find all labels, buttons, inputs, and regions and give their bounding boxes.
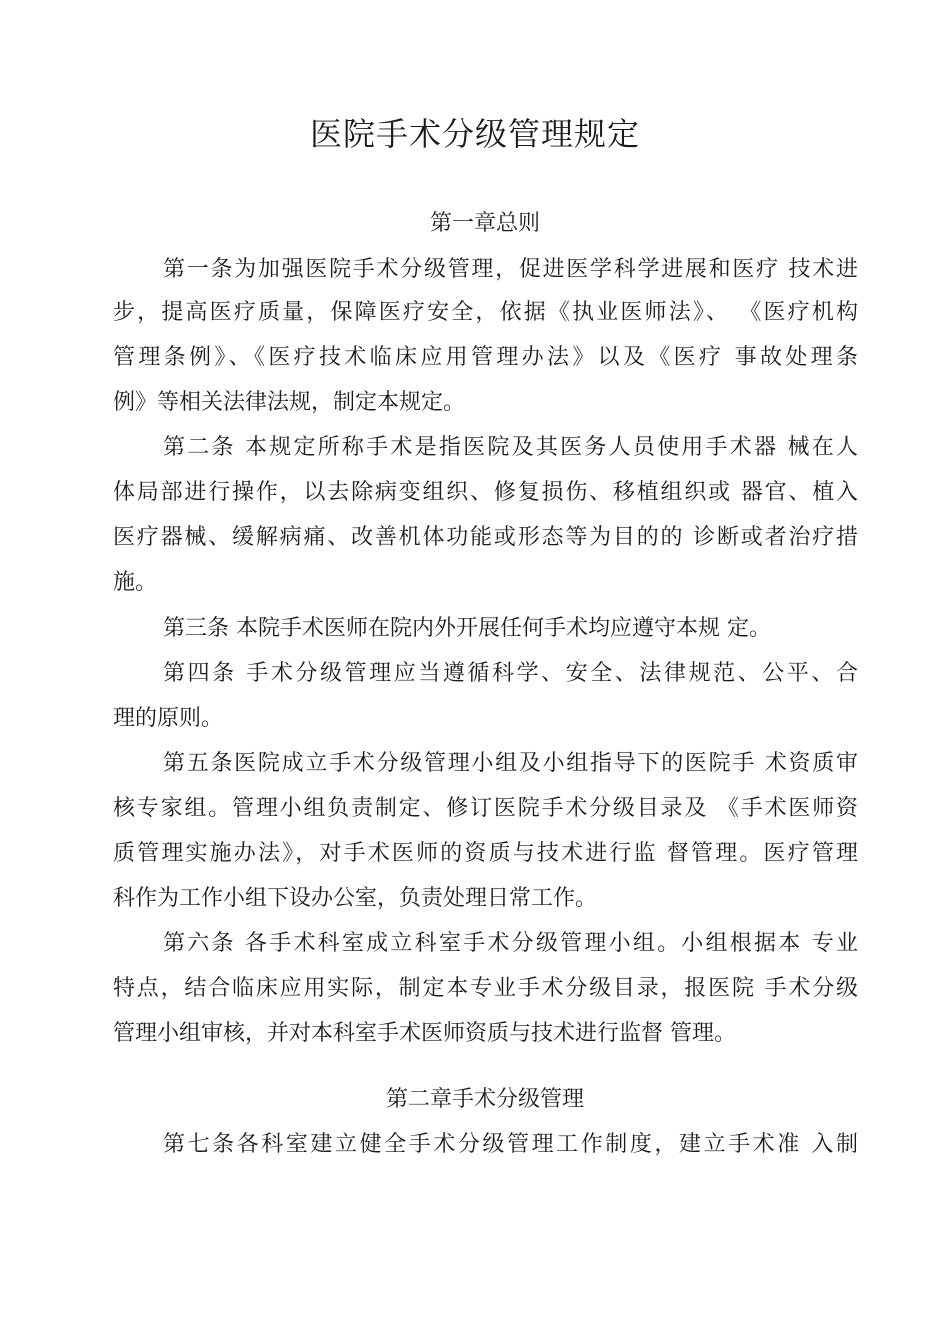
article-1-line-2: 步，提高医疗质量，保障医疗安全，依据《执业医师法》、 《医疗机构 [113, 300, 858, 325]
article-1-line-4: 例》等相关法律法规，制定本规定。 [113, 390, 466, 415]
article-5-line-2: 核专家组。管理小组负责制定、修订医院手术分级目录及 《手术医师资 [113, 796, 858, 821]
document-title: 医院手术分级管理规定 [309, 115, 640, 153]
article-5-line-3: 质管理实施办法》，对手术医师的资质与技术进行监 督管理。医疗管理 [113, 841, 858, 866]
article-1-line-3: 管理条例》、《医疗技术临床应用管理办法》以及《医疗 事故处理条 [113, 345, 858, 370]
article-6-line-3: 管理小组审核，并对本科室手术医师资质与技术进行监督 管理。 [113, 1021, 736, 1046]
article-2-line-2: 体局部进行操作，以去除病变组织、修复损伤、移植组织或 器官、植入 [113, 480, 858, 505]
article-1-line-1: 第一条为加强医院手术分级管理，促进医学科学进展和医疗 技术进 [163, 257, 858, 282]
article-2-line-4: 施。 [113, 570, 158, 595]
article-7-line-1: 第七条各科室建立健全手术分级管理工作制度，建立手术准 入制 [163, 1132, 858, 1157]
article-3-line-1: 第三条 本院手术医师在院内外开展任何手术均应遵守本规 定。 [163, 616, 771, 641]
article-6-line-1: 第六条 各手术科室成立科室手术分级管理小组。小组根据本 专业 [163, 931, 858, 956]
article-5-line-4: 科作为工作小组下设办公室，负责处理日常工作。 [113, 886, 598, 911]
article-2-line-1: 第二条 本规定所称手术是指医院及其医务人员使用手术器 械在人 [163, 435, 858, 460]
article-6-line-2: 特点，结合临床应用实际，制定本专业手术分级目录，报医院 手术分级 [113, 976, 858, 1001]
article-5-line-1: 第五条医院成立手术分级管理小组及小组指导下的医院手 术资质审 [163, 751, 858, 776]
article-4-line-1: 第四条 手术分级管理应当遵循科学、安全、法律规范、公平、合 [163, 661, 858, 686]
chapter-heading-2: 第二章手术分级管理 [385, 1087, 584, 1112]
article-4-line-2: 理的原则。 [113, 706, 224, 731]
article-2-line-3: 医疗器械、缓解病痛、改善机体功能或形态等为目的的 诊断或者治疗措 [113, 525, 858, 550]
chapter-heading-1: 第一章总则 [429, 211, 540, 236]
